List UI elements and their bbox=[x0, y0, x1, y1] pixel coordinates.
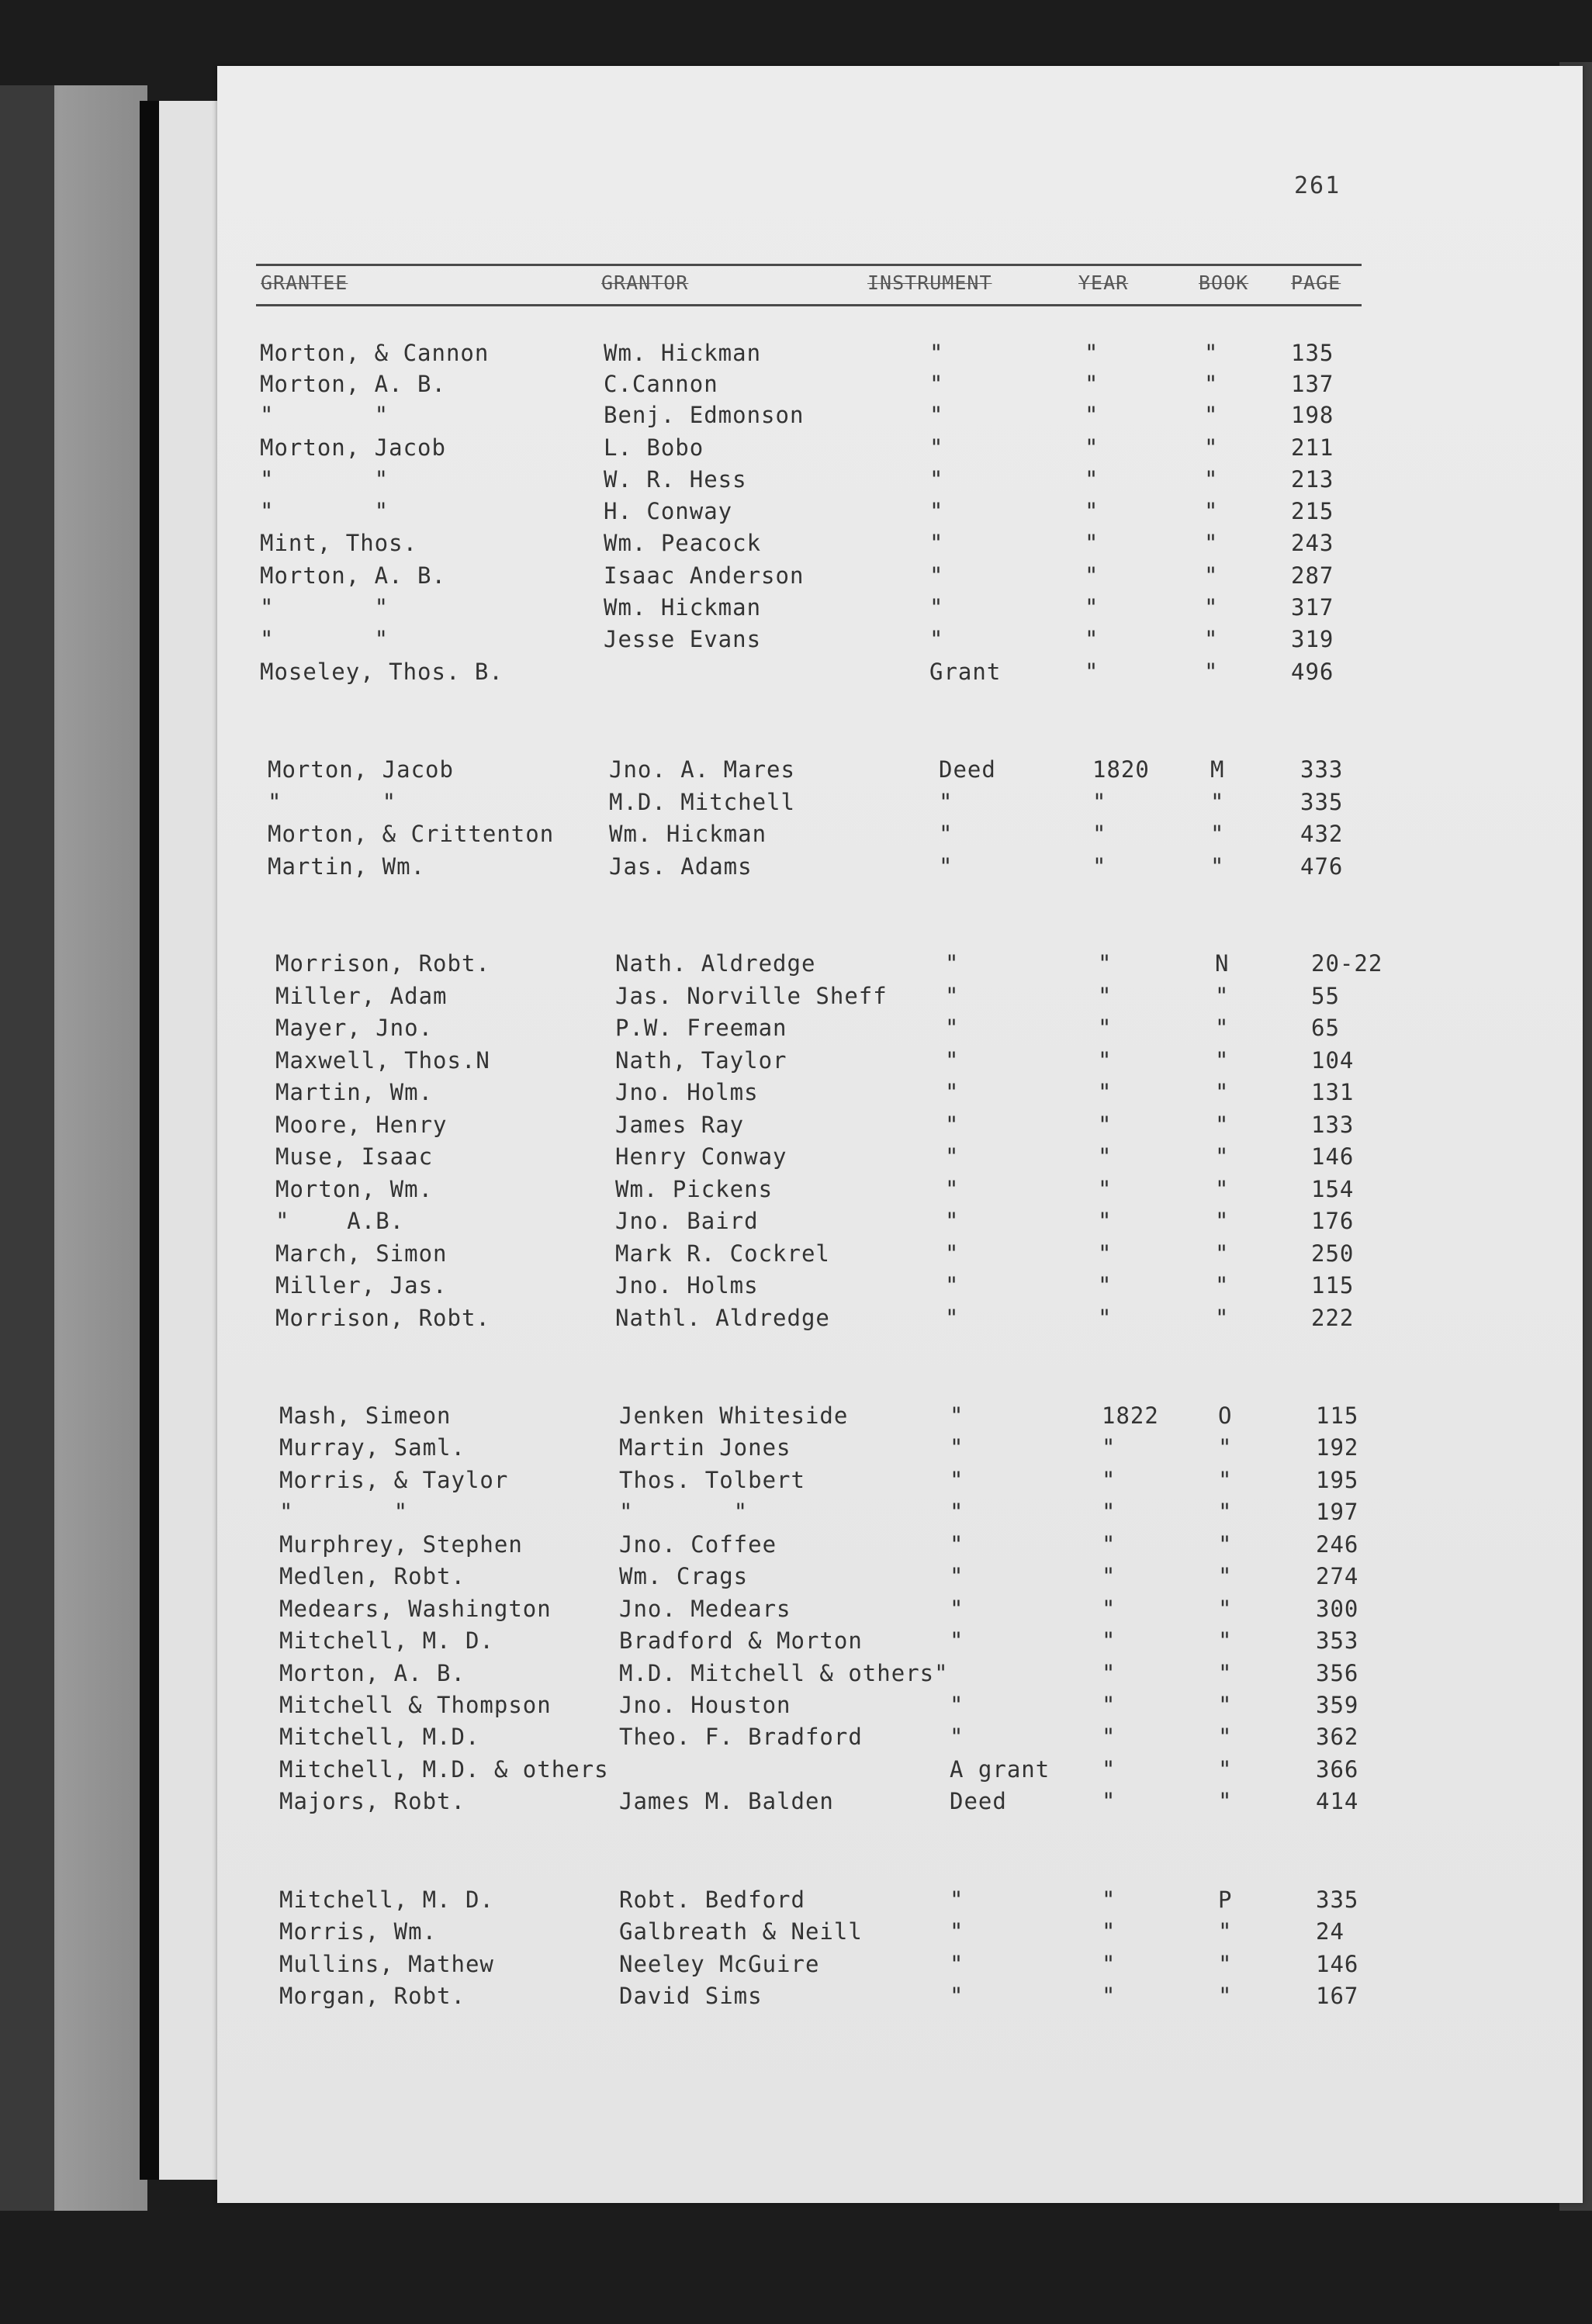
grantee-cell: " " bbox=[268, 789, 397, 815]
instrument-cell: " bbox=[950, 1467, 964, 1493]
binding-shadow bbox=[0, 85, 54, 2211]
year-cell: " bbox=[1098, 1112, 1113, 1138]
year-cell: " bbox=[1098, 983, 1113, 1009]
page-cell: 146 bbox=[1316, 1951, 1359, 1977]
page-cell: 195 bbox=[1316, 1467, 1359, 1493]
book-cell: " bbox=[1204, 466, 1219, 493]
instrument-cell: " bbox=[939, 821, 953, 847]
page-cell: 197 bbox=[1316, 1499, 1359, 1525]
year-cell: " bbox=[1102, 1596, 1116, 1622]
book-cell: " bbox=[1204, 434, 1219, 461]
page-cell: 24 bbox=[1316, 1918, 1345, 1945]
instrument-cell: Deed bbox=[950, 1788, 1007, 1814]
grantor-cell: Jas. Adams bbox=[609, 853, 753, 880]
year-cell: " bbox=[1085, 402, 1099, 428]
page-cell: 104 bbox=[1311, 1047, 1355, 1074]
page-cell: 65 bbox=[1311, 1015, 1340, 1041]
instrument-cell: " bbox=[945, 950, 960, 977]
grantor-cell: Jno. Medears bbox=[619, 1596, 791, 1622]
page-number: 261 bbox=[1294, 172, 1341, 199]
instrument-cell: " bbox=[929, 562, 944, 589]
book-cell: " bbox=[1204, 659, 1219, 685]
header-grantor: GRANTOR bbox=[601, 271, 689, 294]
instrument-cell: " bbox=[950, 1692, 964, 1718]
instrument-cell: " bbox=[929, 498, 944, 524]
instrument-cell: A grant bbox=[950, 1756, 1050, 1783]
page-cell: 167 bbox=[1316, 1983, 1359, 2009]
year-cell: " bbox=[1085, 594, 1099, 621]
instrument-cell: " bbox=[939, 853, 953, 880]
page-cell: 300 bbox=[1316, 1596, 1359, 1622]
grantor-cell: W. R. Hess bbox=[604, 466, 747, 493]
instrument-cell: " bbox=[950, 1627, 964, 1654]
year-cell: " bbox=[1098, 1047, 1113, 1074]
year-cell: " bbox=[1098, 1272, 1113, 1299]
header-rule-bottom bbox=[256, 304, 1362, 306]
year-cell: " bbox=[1085, 626, 1099, 652]
instrument-cell: " bbox=[929, 371, 944, 397]
book-cell: " bbox=[1204, 594, 1219, 621]
grantor-cell: Wm. Hickman bbox=[609, 821, 767, 847]
page-cell: 135 bbox=[1291, 340, 1334, 366]
year-cell: " bbox=[1098, 950, 1113, 977]
instrument-cell: " bbox=[950, 1724, 964, 1750]
book-cell: " bbox=[1218, 1788, 1233, 1814]
grantor-cell: Jesse Evans bbox=[604, 626, 762, 652]
grantee-cell: Morton, Jacob bbox=[268, 756, 454, 783]
book-cell: " bbox=[1218, 1756, 1233, 1783]
grantee-cell: Mash, Simeon bbox=[279, 1402, 452, 1429]
instrument-cell: " bbox=[929, 594, 944, 621]
grantor-cell: Wm. Crags bbox=[619, 1563, 749, 1589]
instrument-cell: " bbox=[950, 1402, 964, 1429]
instrument-cell: " bbox=[945, 1176, 960, 1202]
page-cell: 222 bbox=[1311, 1305, 1355, 1331]
grantee-cell: Martin, Wm. bbox=[275, 1079, 434, 1105]
grantee-cell: Mitchell, M.D. bbox=[279, 1724, 480, 1750]
grantor-cell: Nath. Aldredge bbox=[615, 950, 816, 977]
instrument-cell: " bbox=[929, 340, 944, 366]
book-cell: " bbox=[1218, 1918, 1233, 1945]
page-cell: 366 bbox=[1316, 1756, 1359, 1783]
book-cell: " bbox=[1204, 498, 1219, 524]
year-cell: " bbox=[1092, 853, 1107, 880]
year-cell: " bbox=[1098, 1208, 1113, 1234]
header-year: YEAR bbox=[1078, 271, 1129, 294]
grantee-cell: " " bbox=[260, 498, 389, 524]
book-cell: " bbox=[1215, 1240, 1230, 1267]
grantee-cell: Maxwell, Thos.N bbox=[275, 1047, 490, 1074]
book-cell: " bbox=[1215, 1143, 1230, 1170]
page-cell: 176 bbox=[1311, 1208, 1355, 1234]
book-cell: " bbox=[1218, 1467, 1233, 1493]
grantee-cell: " " bbox=[260, 402, 389, 428]
grantor-cell: David Sims bbox=[619, 1983, 763, 2009]
book-cell: " bbox=[1218, 1596, 1233, 1622]
book-cell: " bbox=[1204, 626, 1219, 652]
grantee-cell: Morton, A. B. bbox=[260, 562, 446, 589]
grantor-cell: Galbreath & Neill bbox=[619, 1918, 863, 1945]
grantor-cell: James M. Balden bbox=[619, 1788, 834, 1814]
grantee-cell: Miller, Adam bbox=[275, 983, 448, 1009]
grantor-cell: Bradford & Morton bbox=[619, 1627, 863, 1654]
grantor-cell: Jno. Coffee bbox=[619, 1531, 777, 1558]
year-cell: " bbox=[1092, 789, 1107, 815]
book-cell: " bbox=[1210, 789, 1225, 815]
header-rule-top bbox=[256, 264, 1362, 266]
instrument-cell: Deed bbox=[939, 756, 996, 783]
page-cell: 414 bbox=[1316, 1788, 1359, 1814]
year-cell: " bbox=[1102, 1918, 1116, 1945]
page-cell: 353 bbox=[1316, 1627, 1359, 1654]
page-cell: 115 bbox=[1311, 1272, 1355, 1299]
grantee-cell: " " bbox=[260, 594, 389, 621]
page-cell: 250 bbox=[1311, 1240, 1355, 1267]
book-cell: " bbox=[1218, 1951, 1233, 1977]
book-cell: " bbox=[1218, 1531, 1233, 1558]
grantor-cell: Wm. Pickens bbox=[615, 1176, 774, 1202]
book-cell: " bbox=[1204, 402, 1219, 428]
grantor-cell: Nath, Taylor bbox=[615, 1047, 787, 1074]
book-cell: " bbox=[1218, 1983, 1233, 2009]
grantor-cell: Henry Conway bbox=[615, 1143, 787, 1170]
grantor-cell: Nathl. Aldredge bbox=[615, 1305, 830, 1331]
page-cell: 55 bbox=[1311, 983, 1340, 1009]
page-cell: 496 bbox=[1291, 659, 1334, 685]
year-cell: " bbox=[1102, 1499, 1116, 1525]
year-cell: 1820 bbox=[1092, 756, 1150, 783]
grantee-cell: Miller, Jas. bbox=[275, 1272, 448, 1299]
book-cell: " bbox=[1218, 1692, 1233, 1718]
page-cell: 146 bbox=[1311, 1143, 1355, 1170]
grantor-cell: Isaac Anderson bbox=[604, 562, 805, 589]
year-cell: " bbox=[1085, 466, 1099, 493]
year-cell: " bbox=[1085, 340, 1099, 366]
page-cell: 335 bbox=[1300, 789, 1344, 815]
book-cell: " bbox=[1210, 853, 1225, 880]
instrument-cell: " bbox=[950, 1596, 964, 1622]
page-cell: 287 bbox=[1291, 562, 1334, 589]
grantor-cell: Martin Jones bbox=[619, 1434, 791, 1461]
grantor-cell: Jas. Norville Sheff bbox=[615, 983, 888, 1009]
book-cell: " bbox=[1218, 1563, 1233, 1589]
book-cell: " bbox=[1215, 1208, 1230, 1234]
instrument-cell: " bbox=[950, 1983, 964, 2009]
grantee-cell: Mitchell, M. D. bbox=[279, 1887, 494, 1913]
instrument-cell: " bbox=[950, 1499, 964, 1525]
grantor-cell: Benj. Edmonson bbox=[604, 402, 805, 428]
grantee-cell: Morton, A. B. bbox=[279, 1660, 465, 1686]
instrument-cell: Grant bbox=[929, 659, 1002, 685]
instrument-cell: " bbox=[945, 1240, 960, 1267]
grantee-cell: Medlen, Robt. bbox=[279, 1563, 465, 1589]
year-cell: " bbox=[1102, 1563, 1116, 1589]
instrument-cell: " bbox=[945, 1272, 960, 1299]
grantee-cell: Mint, Thos. bbox=[260, 530, 418, 556]
page-cell: 215 bbox=[1291, 498, 1334, 524]
book-cell: " bbox=[1215, 983, 1230, 1009]
grantee-cell: Morrison, Robt. bbox=[275, 1305, 490, 1331]
page-cell: 362 bbox=[1316, 1724, 1359, 1750]
page-cell: 137 bbox=[1291, 371, 1334, 397]
page-cell: 198 bbox=[1291, 402, 1334, 428]
instrument-cell: " bbox=[945, 983, 960, 1009]
book-cell: " bbox=[1218, 1724, 1233, 1750]
grantee-cell: Murphrey, Stephen bbox=[279, 1531, 523, 1558]
page-cell: 133 bbox=[1311, 1112, 1355, 1138]
grantee-cell: Morton, Wm. bbox=[275, 1176, 434, 1202]
grantor-cell: Jno. A. Mares bbox=[609, 756, 795, 783]
grantor-cell: Mark R. Cockrel bbox=[615, 1240, 830, 1267]
grantee-cell: " " bbox=[279, 1499, 409, 1525]
page-cell: 243 bbox=[1291, 530, 1334, 556]
instrument-cell: " bbox=[945, 1143, 960, 1170]
book-cell: P bbox=[1218, 1887, 1233, 1913]
grantor-cell: Jno. Holms bbox=[615, 1079, 759, 1105]
instrument-cell: " bbox=[939, 789, 953, 815]
grantor-cell: H. Conway bbox=[604, 498, 733, 524]
grantee-cell: Moseley, Thos. B. bbox=[260, 659, 504, 685]
book-cell: " bbox=[1218, 1660, 1233, 1686]
grantee-cell: Martin, Wm. bbox=[268, 853, 426, 880]
grantee-cell: " " bbox=[260, 626, 389, 652]
book-cell: " bbox=[1204, 562, 1219, 589]
instrument-cell: " bbox=[950, 1918, 964, 1945]
year-cell: " bbox=[1085, 562, 1099, 589]
grantee-cell: Morton, & Crittenton bbox=[268, 821, 555, 847]
year-cell: " bbox=[1098, 1015, 1113, 1041]
book-cell: " bbox=[1215, 1176, 1230, 1202]
header-book: BOOK bbox=[1199, 271, 1249, 294]
page-cell: 154 bbox=[1311, 1176, 1355, 1202]
grantor-cell: C.Cannon bbox=[604, 371, 718, 397]
book-cell: " bbox=[1215, 1047, 1230, 1074]
instrument-cell: " bbox=[945, 1112, 960, 1138]
grantee-cell: Moore, Henry bbox=[275, 1112, 448, 1138]
book-cell: " bbox=[1218, 1627, 1233, 1654]
grantor-cell: Theo. F. Bradford bbox=[619, 1724, 863, 1750]
year-cell: " bbox=[1102, 1887, 1116, 1913]
grantee-cell: Mayer, Jno. bbox=[275, 1015, 434, 1041]
grantee-cell: March, Simon bbox=[275, 1240, 448, 1267]
year-cell: " bbox=[1102, 1692, 1116, 1718]
year-cell: " bbox=[1102, 1434, 1116, 1461]
grantor-cell: Wm. Hickman bbox=[604, 594, 762, 621]
book-cell: " bbox=[1204, 371, 1219, 397]
instrument-cell: " bbox=[950, 1951, 964, 1977]
grantee-cell: Murray, Saml. bbox=[279, 1434, 465, 1461]
instrument-cell: " bbox=[945, 1305, 960, 1331]
header-page: PAGE bbox=[1291, 271, 1341, 294]
year-cell: " bbox=[1102, 1756, 1116, 1783]
grantor-cell: P.W. Freeman bbox=[615, 1015, 787, 1041]
year-cell: " bbox=[1102, 1531, 1116, 1558]
previous-page-edge bbox=[0, 85, 147, 2211]
grantor-cell: Wm. Peacock bbox=[604, 530, 762, 556]
year-cell: " bbox=[1098, 1305, 1113, 1331]
year-cell: " bbox=[1098, 1143, 1113, 1170]
page-cell: 317 bbox=[1291, 594, 1334, 621]
page-cell: 192 bbox=[1316, 1434, 1359, 1461]
instrument-cell: " bbox=[950, 1531, 964, 1558]
page-cell: 115 bbox=[1316, 1402, 1359, 1429]
book-cell: " bbox=[1218, 1434, 1233, 1461]
instrument-cell: " bbox=[929, 402, 944, 428]
page-cell: 274 bbox=[1316, 1563, 1359, 1589]
page-cell: 476 bbox=[1300, 853, 1344, 880]
header-grantee: GRANTEE bbox=[261, 271, 348, 294]
grantor-cell: Robt. Bedford bbox=[619, 1887, 805, 1913]
grantee-cell: Mitchell, M. D. bbox=[279, 1627, 494, 1654]
page-cell: 246 bbox=[1316, 1531, 1359, 1558]
grantee-cell: Morton, A. B. bbox=[260, 371, 446, 397]
instrument-cell: " bbox=[945, 1047, 960, 1074]
grantor-cell: Jno. Holms bbox=[615, 1272, 759, 1299]
year-cell: " bbox=[1085, 530, 1099, 556]
year-cell: " bbox=[1102, 1724, 1116, 1750]
grantee-cell: Morrison, Robt. bbox=[275, 950, 490, 977]
year-cell: " bbox=[1102, 1660, 1116, 1686]
grantee-cell: Morton, Jacob bbox=[260, 434, 446, 461]
page-cell: 20-22 bbox=[1311, 950, 1383, 977]
grantee-cell: Medears, Washington bbox=[279, 1596, 552, 1622]
year-cell: " bbox=[1098, 1240, 1113, 1267]
book-cell: N bbox=[1215, 950, 1230, 977]
year-cell: " bbox=[1102, 1983, 1116, 2009]
year-cell: " bbox=[1085, 498, 1099, 524]
grantee-cell: Morris, & Taylor bbox=[279, 1467, 509, 1493]
grantor-cell: Jno. Baird bbox=[615, 1208, 759, 1234]
year-cell: " bbox=[1092, 821, 1107, 847]
year-cell: " bbox=[1098, 1079, 1113, 1105]
year-cell: " bbox=[1102, 1467, 1116, 1493]
instrument-cell: " bbox=[929, 434, 944, 461]
year-cell: " bbox=[1102, 1788, 1116, 1814]
year-cell: " bbox=[1085, 434, 1099, 461]
grantee-cell: Morgan, Robt. bbox=[279, 1983, 465, 2009]
grantee-cell: Morris, Wm. bbox=[279, 1918, 438, 1945]
page-cell: 319 bbox=[1291, 626, 1334, 652]
instrument-cell: " bbox=[929, 530, 944, 556]
year-cell: " bbox=[1102, 1627, 1116, 1654]
instrument-cell: " bbox=[945, 1015, 960, 1041]
book-cell: " bbox=[1210, 821, 1225, 847]
grantee-cell: Mullins, Mathew bbox=[279, 1951, 494, 1977]
book-cell: " bbox=[1204, 340, 1219, 366]
book-cell: " bbox=[1215, 1272, 1230, 1299]
book-cell: " bbox=[1218, 1499, 1233, 1525]
page-cell: 432 bbox=[1300, 821, 1344, 847]
grantor-cell: Wm. Hickman bbox=[604, 340, 762, 366]
page-cell: 359 bbox=[1316, 1692, 1359, 1718]
year-cell: " bbox=[1098, 1176, 1113, 1202]
book-cell: " bbox=[1215, 1079, 1230, 1105]
grantor-cell: L. Bobo bbox=[604, 434, 704, 461]
page-cell: 131 bbox=[1311, 1079, 1355, 1105]
grantor-cell: Jno. Houston bbox=[619, 1692, 791, 1718]
grantee-cell: Morton, & Cannon bbox=[260, 340, 490, 366]
page-cell: 213 bbox=[1291, 466, 1334, 493]
header-instrument: INSTRUMENT bbox=[867, 271, 992, 294]
book-cell: " bbox=[1215, 1112, 1230, 1138]
grantor-cell: M.D. Mitchell bbox=[609, 789, 795, 815]
grantee-cell: " A.B. bbox=[275, 1208, 405, 1234]
year-cell: " bbox=[1085, 371, 1099, 397]
instrument-cell: " bbox=[945, 1208, 960, 1234]
grantor-cell: James Ray bbox=[615, 1112, 745, 1138]
grantor-cell: M.D. Mitchell & others" bbox=[619, 1660, 949, 1686]
instrument-cell: " bbox=[929, 626, 944, 652]
year-cell: " bbox=[1102, 1951, 1116, 1977]
grantee-cell: Mitchell & Thompson bbox=[279, 1692, 552, 1718]
book-cell: " bbox=[1215, 1305, 1230, 1331]
grantee-cell: Muse, Isaac bbox=[275, 1143, 434, 1170]
book-cell: O bbox=[1218, 1402, 1233, 1429]
grantor-cell: Jenken Whiteside bbox=[619, 1402, 849, 1429]
grantor-cell: Neeley McGuire bbox=[619, 1951, 820, 1977]
year-cell: 1822 bbox=[1102, 1402, 1159, 1429]
grantee-cell: Majors, Robt. bbox=[279, 1788, 465, 1814]
instrument-cell: " bbox=[929, 466, 944, 493]
book-cell: M bbox=[1210, 756, 1225, 783]
instrument-cell: " bbox=[945, 1079, 960, 1105]
page-cell: 211 bbox=[1291, 434, 1334, 461]
page-cell: 335 bbox=[1316, 1887, 1359, 1913]
grantee-cell: " " bbox=[260, 466, 389, 493]
page-cell: 356 bbox=[1316, 1660, 1359, 1686]
year-cell: " bbox=[1085, 659, 1099, 685]
grantor-cell: Thos. Tolbert bbox=[619, 1467, 805, 1493]
instrument-cell: " bbox=[950, 1887, 964, 1913]
instrument-cell: " bbox=[950, 1434, 964, 1461]
grantee-cell: Mitchell, M.D. & others bbox=[279, 1756, 609, 1783]
book-cell: " bbox=[1204, 530, 1219, 556]
page-cell: 333 bbox=[1300, 756, 1344, 783]
grantor-cell: " " bbox=[619, 1499, 749, 1525]
instrument-cell: " bbox=[950, 1563, 964, 1589]
book-cell: " bbox=[1215, 1015, 1230, 1041]
